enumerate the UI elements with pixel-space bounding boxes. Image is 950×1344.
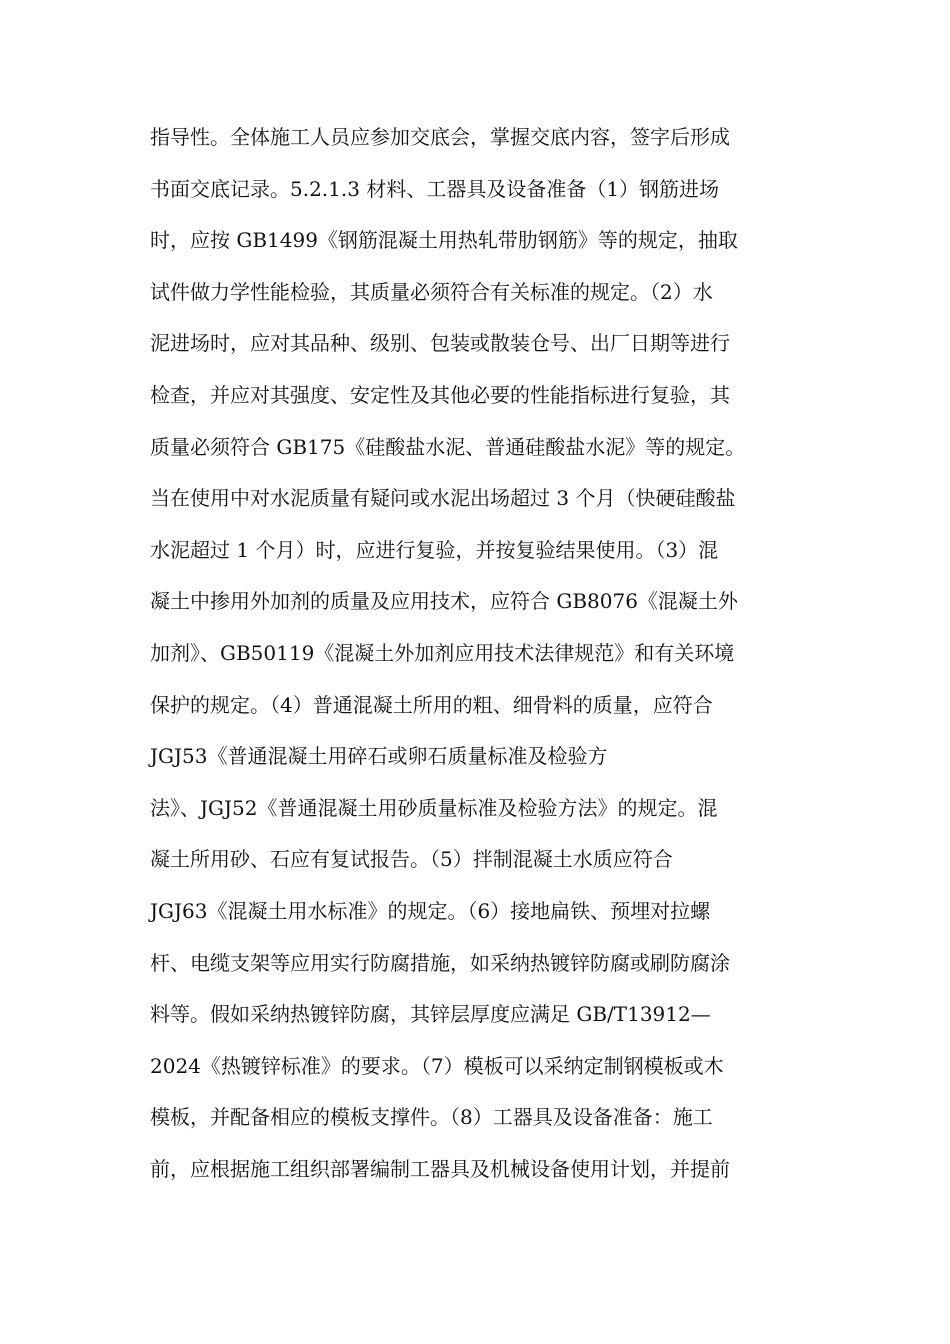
text-line: JGJ63《混凝土用水标准》的规定。（6）接地扁铁、预埋对拉螺 (150, 898, 711, 923)
text-line: 凝土中掺用外加剂的质量及应用技术，应符合 GB8076《混凝土外 (150, 589, 738, 614)
text-line: 水泥超过 1 个月）时，应进行复验，并按复验结果使用。（3）混 (150, 537, 719, 562)
text-line: 2024《热镀锌标准》的要求。（7）模板可以采纳定制钢模板或木 (150, 1053, 724, 1078)
text-line: 泥进场时，应对其品种、级别、包装或散装仓号、出厂日期等进行 (150, 331, 730, 356)
text-line: 模板，并配备相应的模板支撑件。（8）工器具及设备准备：施工 (150, 1105, 713, 1130)
text-line: JGJ53《普通混凝土用碎石或卵石质量标准及检验方 (150, 744, 608, 769)
text-line: 杆、电缆支架等应用实行防腐措施，如采纳热镀锌防腐或刷防腐涂 (150, 950, 730, 975)
text-line: 前，应根据施工组织部署编制工器具及机械设备使用计划，并提前 (150, 1156, 730, 1181)
body-text (150, 112, 810, 1195)
text-line: 保护的规定。（4）普通混凝土所用的粗、细骨料的质量，应符合 (150, 692, 713, 717)
text-line: 加剂》、GB50119《混凝土外加剂应用技术法律规范》和有关环境 (150, 640, 735, 665)
text-line: 料等。假如采纳热镀锌防腐，其锌层厚度应满足 GB/T13912— (150, 1002, 711, 1027)
text-line: 指导性。全体施工人员应参加交底会，掌握交底内容，签字后形成 (150, 125, 730, 149)
text-line: 质量必须符合 GB175《硅酸盐水泥、普通硅酸盐水泥》等的规定。 (150, 434, 746, 459)
text-line: 法》、JGJ52《普通混凝土用砂质量标准及检验方法》的规定。混 (150, 795, 718, 820)
text-line: 凝土所用砂、石应有复试报告。（5）拌制混凝土水质应符合 (150, 847, 673, 872)
text-line: 当在使用中对水泥质量有疑问或水泥出场超过 3 个月（快硬硅酸盐 (150, 486, 736, 511)
text-line: 试件做力学性能检验，其质量必须符合有关标准的规定。（2）水 (150, 279, 713, 304)
text-line: 时，应按 GB1499《钢筋混凝土用热轧带肋钢筋》等的规定，抽取 (150, 228, 738, 253)
text-line: 书面交底记录。5.2.1.3 材料、工器具及设备准备（1）钢筋进场 (150, 176, 720, 201)
text-line: 检查，并应对其强度、安定性及其他必要的性能指标进行复验，其 (150, 382, 730, 407)
